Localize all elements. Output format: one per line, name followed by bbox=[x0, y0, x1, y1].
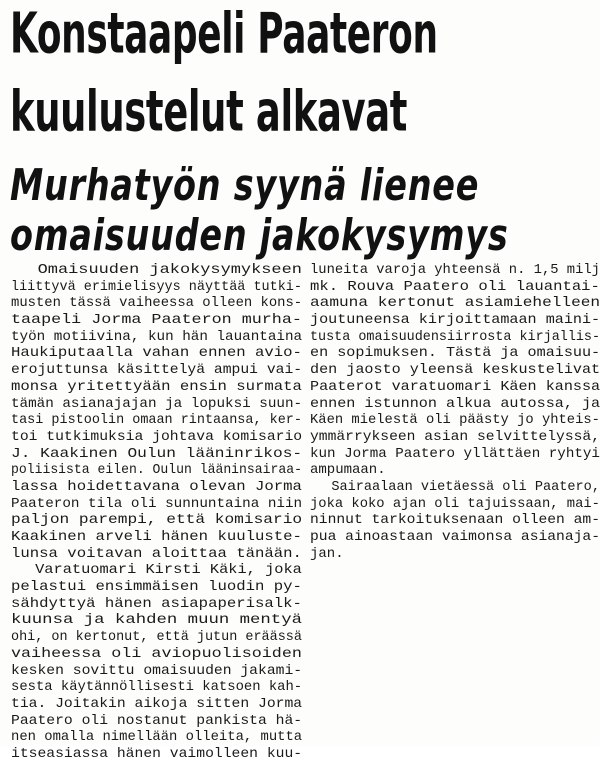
text-line: Kaakinen arveli hänen kuuluste- bbox=[11, 529, 302, 545]
text-line: poliisista eilen. Oulun lääninsairaa- bbox=[11, 462, 302, 479]
text-line: paljon parempi, että komisario bbox=[11, 512, 303, 529]
text-line: sesta käytännöllisesti katsoen kah- bbox=[11, 679, 303, 696]
text-line: monsa yritettyään ensin surmata bbox=[11, 378, 302, 395]
article-column-right bbox=[310, 262, 600, 562]
text-line: liittyvä erimielisyys näyttää tutki- bbox=[11, 278, 302, 295]
text-line: työn motiivina, kun hän lauantaina bbox=[11, 328, 303, 345]
text-line: erojuttunsa käsittelyä ampui vai- bbox=[11, 362, 303, 379]
text-line: pua ainoastaan vaimonsa asianaja- bbox=[310, 529, 601, 545]
text-line: joka koko ajan oli tajuissaan, mai- bbox=[310, 495, 600, 512]
column-divider bbox=[305, 262, 306, 742]
text-line: ohi, on kertonut, että jutun eräässä bbox=[11, 629, 302, 646]
subheadline-line-1: Murhatyön syynä lienee bbox=[10, 160, 480, 211]
text-line: J. Kaakinen Oulun lääninrikos- bbox=[11, 445, 303, 462]
text-line: Haukiputaalla vahan ennen avio- bbox=[11, 345, 302, 362]
text-line: musten tässä vaiheessa olleen kons- bbox=[11, 295, 303, 312]
text-line: lunsa voitavan aloittaa tänään. bbox=[11, 545, 302, 562]
text-line: sähdyttyä hänen asiapaperisalk- bbox=[11, 595, 302, 612]
text-line: vaiheessa oli aviopuolisoiden bbox=[11, 645, 302, 662]
text-line: pelastui ensimmäisen luodin py- bbox=[11, 579, 302, 596]
text-line: kuunsa ja kahden muun mentyä bbox=[11, 612, 303, 629]
text-line: ymmärrykseen asian selvittelyssä, bbox=[310, 428, 601, 445]
text-line: jan. bbox=[310, 545, 344, 562]
subheadline-line-2: omaisuuden jakokysymys bbox=[10, 210, 509, 261]
text-line: joutuneensa kirjoittamaan maini- bbox=[310, 312, 601, 329]
text-line: Varatuomari Kirsti Käki, joka bbox=[35, 562, 302, 579]
text-line: mk. Rouva Paatero oli lauantai- bbox=[310, 278, 600, 295]
text-line: lassa hoidettavana olevan Jorma bbox=[11, 478, 302, 495]
text-line: nen omalla nimellään olleita, mutta bbox=[11, 729, 303, 746]
text-line: Sairaalaan vietäessä oli Paatero, bbox=[331, 478, 600, 495]
text-line: ninnut tarkoituksenaan olleen am- bbox=[310, 512, 601, 529]
text-line: Paatero oli nostanut pankista hä- bbox=[11, 712, 303, 729]
text-line: itseasiassa hänen vaimolleen kuu- bbox=[11, 745, 303, 762]
text-line: Paateron tila oli sunnuntaina niin bbox=[11, 495, 303, 512]
text-line: kun Jorma Paatero yllättäen ryhtyi bbox=[310, 445, 600, 462]
text-line: ennen istunnon alkua autossa, ja bbox=[310, 395, 601, 412]
headline-line-1: Konstaapeli Paateron bbox=[10, 1, 438, 67]
headline-line-2: kuulustelut alkavat bbox=[10, 79, 408, 145]
text-line: tusta omaisuudensiirrosta kirjallis- bbox=[310, 328, 601, 345]
text-line: tasi pistoolin omaan rintaansa, ker- bbox=[11, 412, 302, 429]
text-line: luneita varoja yhteensä n. 1,5 milj bbox=[310, 262, 600, 278]
text-line: en sopimuksen. Tästä ja omaisuu- bbox=[310, 345, 601, 362]
text-line: kesken sovittu omaisuuden jakami- bbox=[11, 662, 303, 679]
text-line: den jaosto yleensä keskustelivat bbox=[310, 362, 601, 379]
text-line: taapeli Jorma Paateron murha- bbox=[11, 312, 302, 329]
text-line: aamuna kertonut asiamiehelleen bbox=[310, 295, 601, 312]
text-line: Käen mielestä oli päästy jo yhteis- bbox=[310, 412, 600, 429]
text-line: toi tutkimuksia johtava komisario bbox=[11, 428, 303, 445]
text-line: ampumaan. bbox=[310, 462, 386, 479]
text-line: Paaterot varatuomari Käen kanssa bbox=[310, 378, 601, 395]
text-line: tia. Joitakin aikoja sitten Jorma bbox=[11, 695, 303, 712]
article-column-left bbox=[11, 262, 302, 763]
text-line: Omaisuuden jakokysymykseen bbox=[37, 262, 302, 278]
text-line: tämän asianajajan ja lopuksi suun- bbox=[11, 395, 303, 412]
